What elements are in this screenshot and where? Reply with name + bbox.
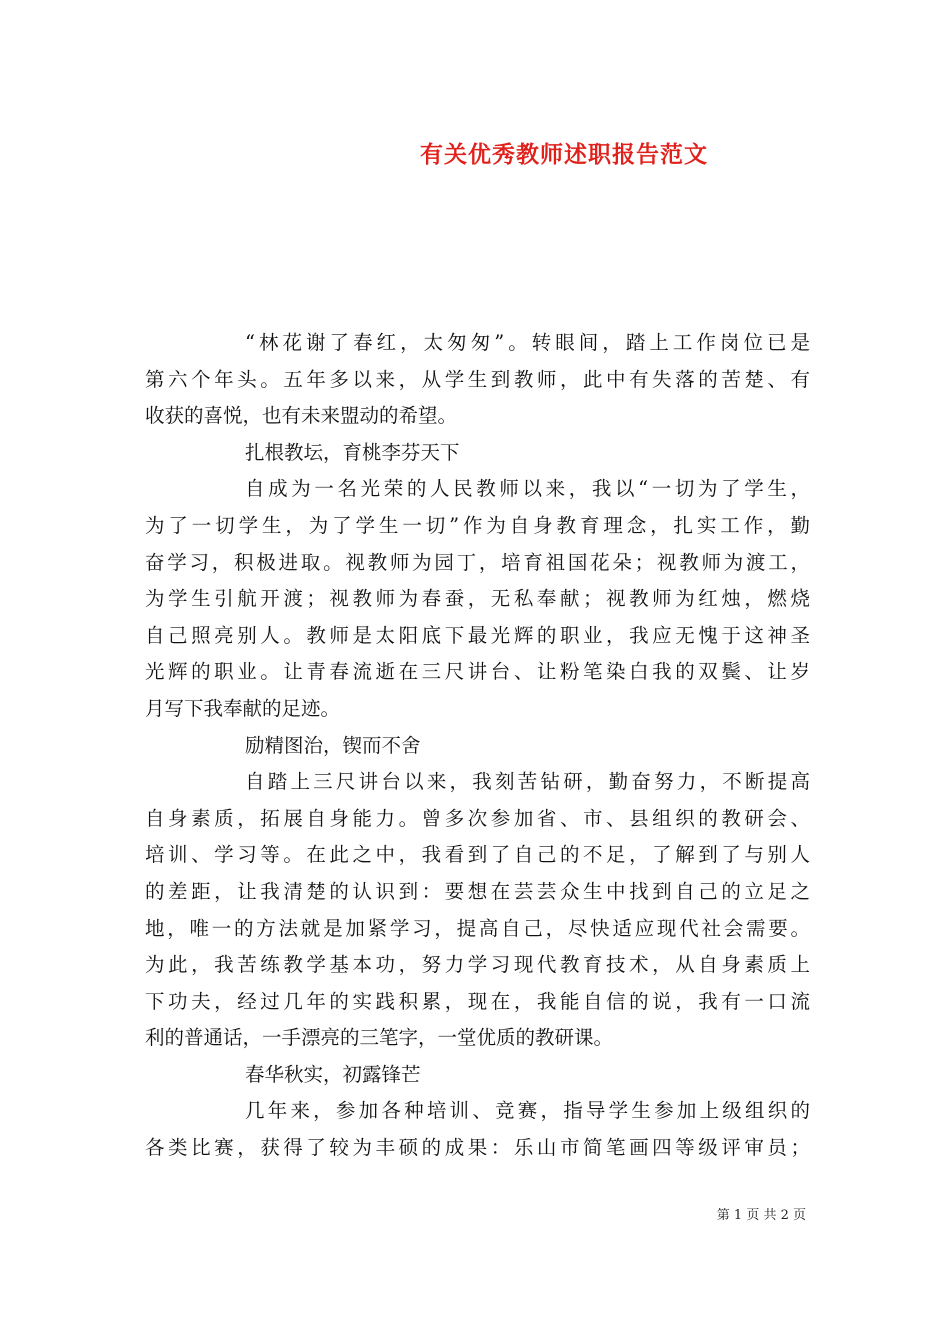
paragraph-line: 几年来，参加各种培训、竞赛，指导学生参加上级组织的: [245, 1099, 810, 1123]
paragraph-line: 各类比赛，获得了较为丰硕的成果：乐山市简笔画四等级评审员；: [145, 1136, 810, 1160]
paragraph-line: 培训、学习等。在此之中，我看到了自己的不足，了解到了与别人: [145, 843, 810, 867]
paragraph-line: “林花谢了春红，太匆匆”。转眼间，踏上工作岗位已是: [245, 331, 810, 354]
paragraph-line: 自成为一名光荣的人民教师以来，我以“一切为了学生，: [245, 477, 810, 501]
paragraph-line: 第六个年头。五年多以来，从学生到教师，此中有失落的苦楚、有: [145, 367, 810, 391]
paragraph-line: 月写下我奉献的足迹。: [145, 696, 341, 720]
paragraph-line: 为此，我苦练教学基本功，努力学习现代教育技术，从自身素质上: [145, 953, 810, 977]
paragraph-line: 光辉的职业。让青春流逝在三尺讲台、让粉笔染白我的双鬓、让岁: [145, 660, 810, 684]
paragraph-line: 收获的喜悦，也有未来盟动的希望。: [145, 404, 458, 428]
section-heading: 扎根教坛，育桃李芬天下: [245, 440, 460, 464]
paragraph-line: 利的普通话，一手漂亮的三笔字，一堂优质的教研课。: [145, 1026, 614, 1050]
section-heading: 春华秋实，初露锋芒: [245, 1062, 421, 1086]
paragraph-line: 为学生引航开渡；视教师为春蚕，无私奉献；视教师为红烛，燃烧: [145, 587, 810, 611]
paragraph-line: 自踏上三尺讲台以来，我刻苦钻研，勤奋努力，不断提高: [245, 770, 810, 794]
paragraph-line: 地，唯一的方法就是加紧学习，提高自己，尽快适应现代社会需要。: [145, 916, 810, 940]
paragraph-line: 奋学习，积极进取。视教师为园丁，培育祖国花朵；视教师为渡工，: [145, 550, 810, 574]
page-title: 有关优秀教师述职报告范文: [420, 141, 708, 168]
page-footer: 第 1 页 共 2 页: [716, 1208, 806, 1223]
section-heading: 励精图治，锲而不舍: [245, 733, 421, 757]
paragraph-line: 为了一切学生，为了学生一切”作为自身教育理念，扎实工作，勤: [145, 513, 810, 537]
paragraph-line: 自身素质，拓展自身能力。曾多次参加省、市、县组织的教研会、: [145, 806, 810, 830]
document-body: [145, 325, 810, 1167]
paragraph-line: 的差距，让我清楚的认识到：要想在芸芸众生中找到自己的立足之: [145, 879, 810, 903]
paragraph-line: 自己照亮别人。教师是太阳底下最光辉的职业，我应无愧于这神圣: [145, 623, 810, 647]
paragraph-line: 下功夫，经过几年的实践积累，现在，我能自信的说，我有一口流: [145, 989, 810, 1013]
